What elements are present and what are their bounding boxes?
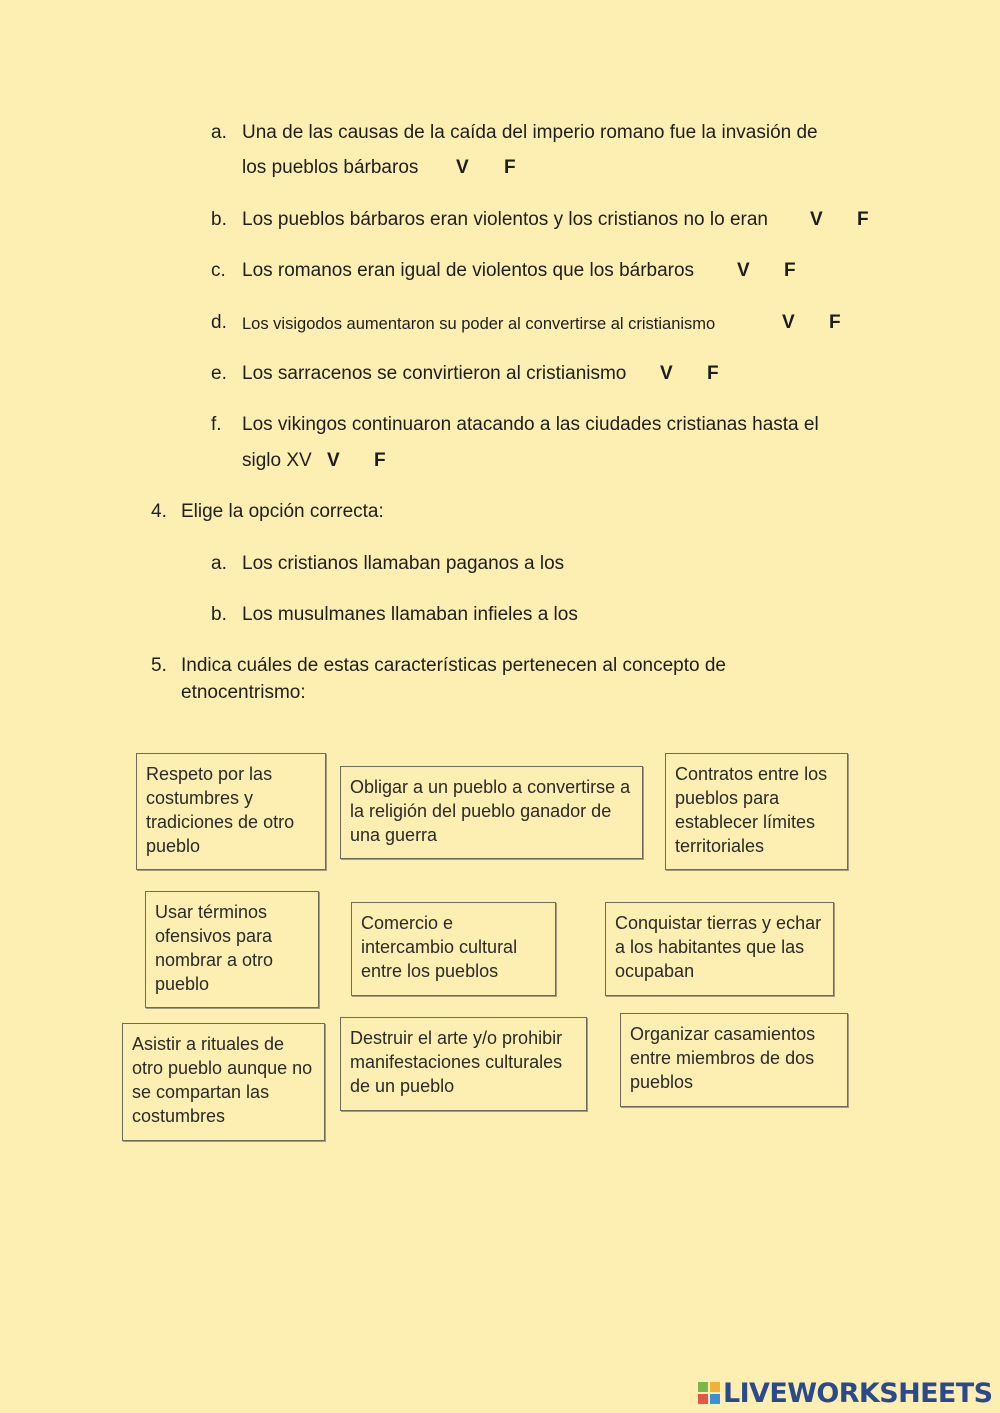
item-text: Una de las causas de la caída del imperio romano fue la invasión de xyxy=(242,122,818,143)
characteristic-card[interactable]: Asistir a rituales de otro pueblo aunque no se compartan las costumbres xyxy=(122,1023,325,1141)
liveworksheets-logo xyxy=(698,1378,992,1409)
characteristic-card[interactable]: Comercio e intercambio cultural entre los pueblos xyxy=(351,902,556,996)
item-marker: f. xyxy=(211,414,222,435)
item-text: siglo XV xyxy=(242,450,312,471)
item-marker: d. xyxy=(211,312,227,333)
question-number: 5. xyxy=(151,655,167,676)
item-marker: b. xyxy=(211,209,227,230)
item-marker: a. xyxy=(211,553,227,574)
false-option[interactable]: F xyxy=(504,157,516,178)
true-option[interactable]: V xyxy=(782,312,795,333)
item-text: Los visigodos aumentaron su poder al convertirse al cristianismo xyxy=(242,315,716,333)
item-text: Los vikingos continuaron atacando a las ciudades cristianas hasta el xyxy=(242,414,819,435)
true-option[interactable]: V xyxy=(456,157,469,178)
characteristic-card[interactable]: Conquistar tierras y echar a los habitantes que las ocupaban xyxy=(605,902,834,996)
item-text: Los pueblos bárbaros eran violentos y los cristianos no lo eran xyxy=(242,209,768,230)
question-title: etnocentrismo: xyxy=(181,682,306,703)
item-text: los pueblos bárbaros xyxy=(242,157,419,178)
question-title: Elige la opción correcta: xyxy=(181,501,384,522)
question-number: 4. xyxy=(151,501,167,522)
item-marker: b. xyxy=(211,604,227,625)
false-option[interactable]: F xyxy=(784,260,796,281)
characteristic-card[interactable]: Obligar a un pueblo a convertirse a la religión del pueblo ganador de una guerra xyxy=(340,766,643,859)
characteristic-card[interactable]: Destruir el arte y/o prohibir manifestaciones culturales de un pueblo xyxy=(340,1017,587,1111)
false-option[interactable]: F xyxy=(829,312,841,333)
liveworksheets-logo-icon xyxy=(698,1382,720,1404)
characteristic-card[interactable]: Organizar casamientos entre miembros de dos pueblos xyxy=(620,1013,848,1107)
item-text: Los cristianos llamaban paganos a los xyxy=(242,553,565,574)
characteristic-card[interactable]: Contratos entre los pueblos para establecer límites territoriales xyxy=(665,753,848,870)
item-marker: c. xyxy=(211,260,226,281)
false-option[interactable]: F xyxy=(857,209,869,230)
characteristic-card[interactable]: Usar términos ofensivos para nombrar a otro pueblo xyxy=(145,891,319,1008)
false-option[interactable]: F xyxy=(374,450,386,471)
true-option[interactable]: V xyxy=(810,209,823,230)
item-marker: e. xyxy=(211,363,227,384)
item-text: Los romanos eran igual de violentos que los bárbaros xyxy=(242,260,695,281)
characteristic-card[interactable]: Respeto por las costumbres y tradiciones de otro pueblo xyxy=(136,753,326,870)
item-text: Los musulmanes llamaban infieles a los xyxy=(242,604,578,625)
true-option[interactable]: V xyxy=(660,363,673,384)
true-option[interactable]: V xyxy=(737,260,750,281)
item-marker: a. xyxy=(211,122,227,143)
false-option[interactable]: F xyxy=(707,363,719,384)
brand-name: LIVEWORKSHEETS xyxy=(723,1378,993,1409)
item-text: Los sarracenos se convirtieron al cristianismo xyxy=(242,363,627,384)
question-title: Indica cuáles de estas características pertenecen al concepto de xyxy=(181,655,726,676)
true-option[interactable]: V xyxy=(327,450,340,471)
